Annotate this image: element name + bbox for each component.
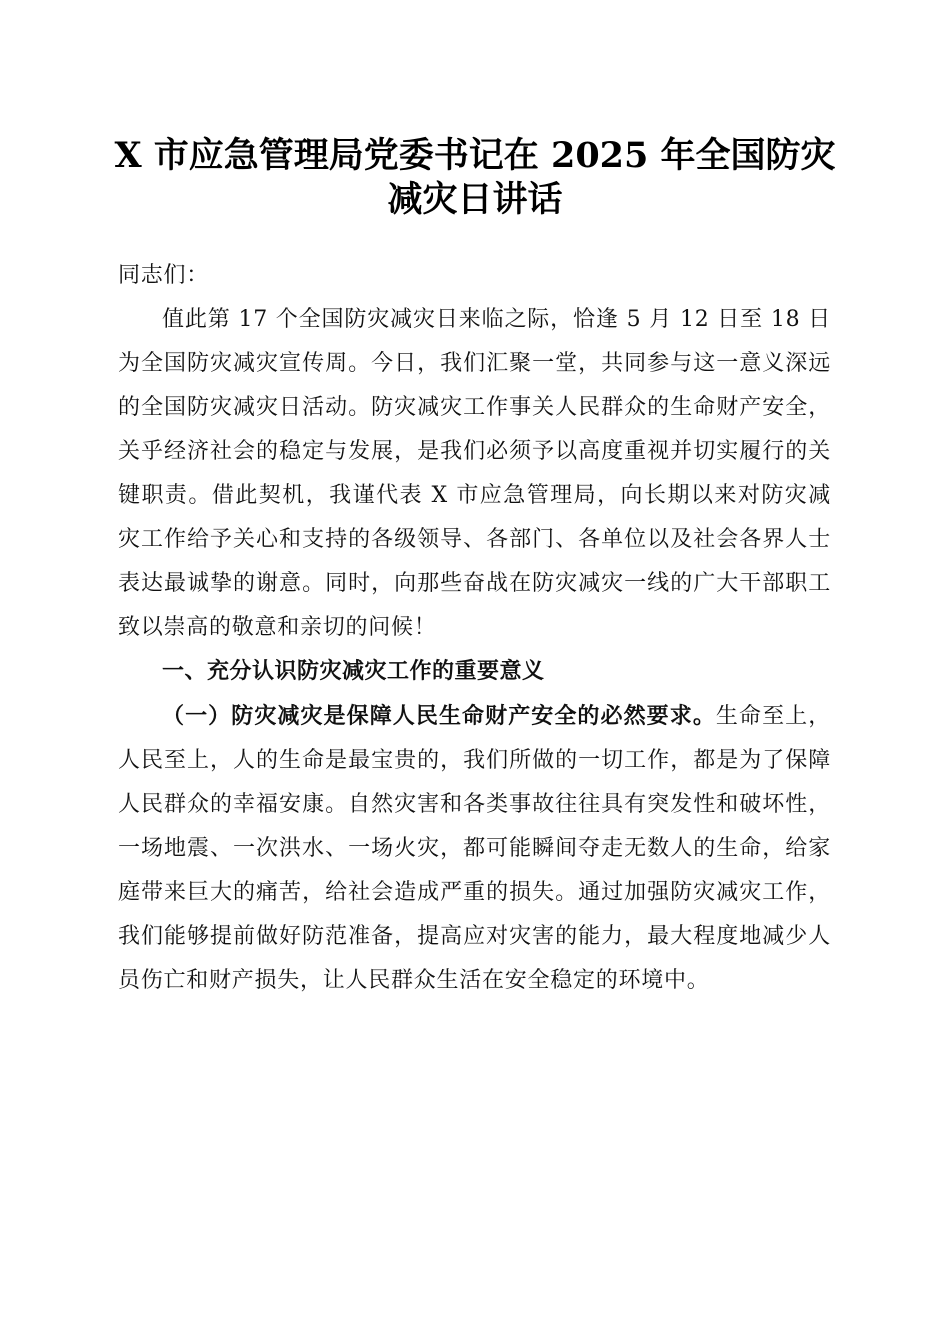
subsection-text-1: 生命至上，人民至上，人的生命是最宝贵的，我们所做的一切工作，都是为了保障人民群众的幸福安康。自然灾害和各类事故往往具有突发性和破坏性，一场地震、一次洪水、一场火灾，都可能瞬间夺走无数人的生命，给家庭带来巨大的痛苦，给社会造成严重的损失。通过加强防灾减灾工作，我们能够提前做好防范准备，提高应对灾害的能力，最大程度地减少人员伤亡和财产损失，让人民群众生活在安全稳定的环境中。 [118,704,831,993]
subsection-lead-1: （一）防灾减灾是保障人民生命财产安全的必然要求。 [162,703,716,729]
opening-paragraph: 值此第 17 个全国防灾减灾日来临之际，恰逢 5 月 12 日至 18 日为全国防灾减灾宣传周。今日，我们汇聚一堂，共同参与这一意义深远的全国防灾减灾日活动。防灾减灾工作事关人民群众的生命财产安全，关乎经济社会的稳定与发展，是我们必须予以高度重视并切实履行的关键职责。借此契机，我谨代表 X 市应急管理局，向长期以来对防灾减灾工作给予关心和支持的各级领导、各部门、各单位以及社会各界人士表达最诚挚的谢意。同时，向那些奋战在防灾减灾一线的广大干部职工致以崇高的敬意和亲切的问候！ [118,307,831,640]
salutation: 同志们： [118,263,210,288]
document-body [118,254,831,1003]
section-heading-1: 一、充分认识防灾减灾工作的重要意义 [162,659,545,684]
title-line-1: X 市应急管理局党委书记在 2025 年全国防灾 [114,135,836,176]
subsection-paragraph-1 [118,694,831,1003]
document-title [100,134,850,222]
title-line-2: 减灾日讲话 [387,179,563,220]
